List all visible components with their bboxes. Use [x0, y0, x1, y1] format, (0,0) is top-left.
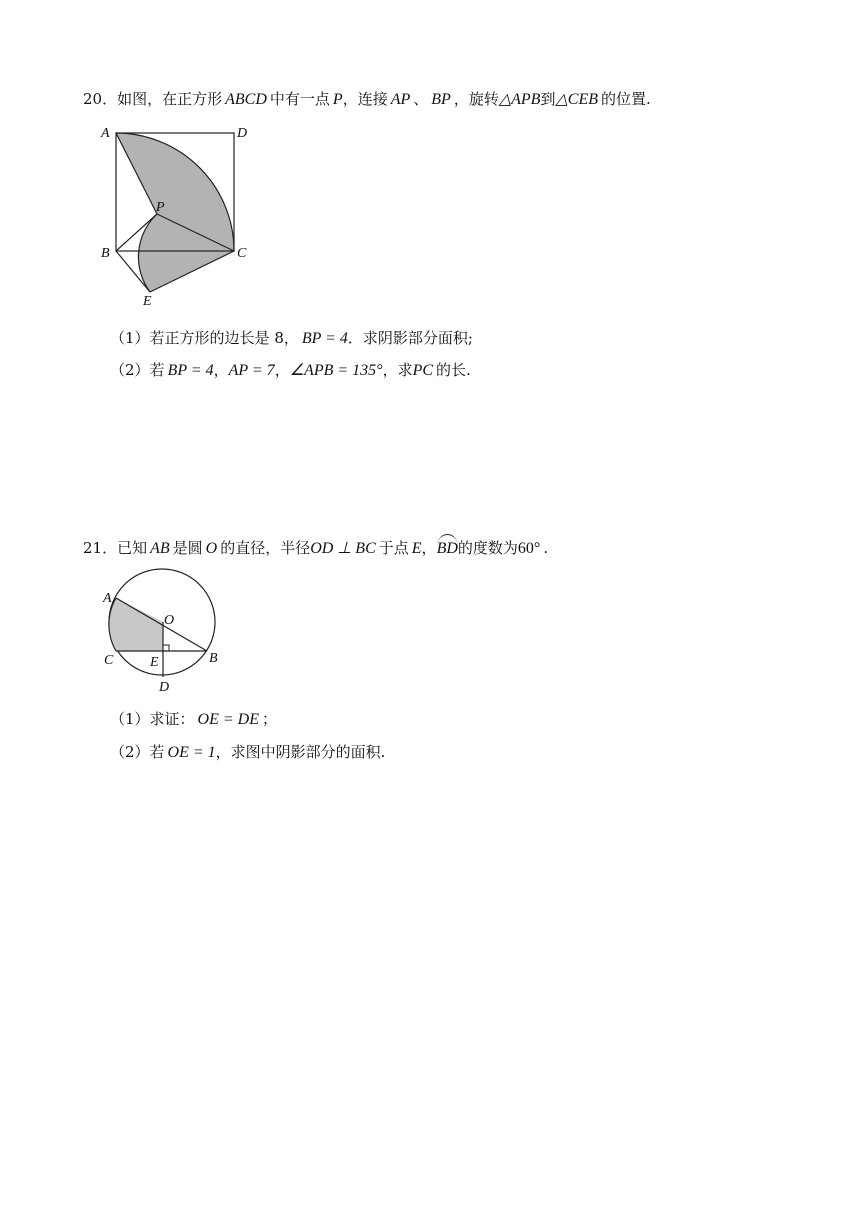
q21-right-angle-mark	[163, 645, 169, 651]
q20-triangle-ceb: △CEB	[555, 91, 598, 108]
q20-stem-text-1: 如图，在正方形	[117, 90, 223, 108]
q21-part2-suffix: ，求图中阴影部分的面积.	[215, 743, 386, 761]
q21-stem	[83, 534, 548, 559]
q20-label-c: C	[237, 246, 247, 261]
q21-perp-expr: OD ⊥ BC	[310, 540, 376, 557]
q20-part2-sep1: ，	[213, 361, 229, 379]
q21-part2	[110, 742, 385, 763]
q21-number: 21．	[83, 539, 118, 557]
q20-label-a: A	[101, 126, 110, 141]
q20-part1	[110, 328, 473, 349]
q20-triangle-apb: △APB	[498, 91, 541, 108]
q20-label-b: B	[101, 246, 110, 261]
q21-stem-text-5: ，	[421, 539, 437, 557]
q20-label-e: E	[143, 294, 152, 309]
q21-part1	[110, 709, 277, 730]
q20-part2-expr4: PC	[412, 362, 434, 379]
q20-part2-sep3: ，求	[382, 361, 413, 379]
q20-stem-text-4: 、	[413, 90, 429, 108]
q21-part1-expr: OE = DE	[197, 711, 259, 728]
q20-part2-expr1: BP = 4	[167, 362, 214, 379]
q21-stem-text-7: .	[543, 539, 549, 557]
q20-part2-expr3: ∠APB = 135°	[289, 362, 383, 379]
q21-stem-text-1: 已知	[117, 539, 148, 557]
q21-stem-text-2: 是圆	[172, 539, 203, 557]
q21-degree: 60°	[517, 540, 541, 557]
q20-part2-expr2: AP = 7	[228, 362, 275, 379]
q20-square-name: ABCD	[225, 91, 267, 108]
q20-stem-text-5: ，旋转	[453, 90, 499, 108]
q21-center-o: O	[205, 540, 218, 557]
q21-stem-text-3: 的直径，半径	[220, 539, 311, 557]
q21-segment-ab: AB	[150, 540, 170, 557]
q21-part1-prefix: （1）求证：	[110, 710, 195, 728]
q21-arc-bd: BD	[437, 534, 458, 559]
q21-stem-text-4: 于点	[378, 539, 409, 557]
q20-part2-prefix: （2）若	[110, 361, 165, 379]
q21-part2-prefix: （2）若	[110, 743, 165, 761]
q21-label-d: D	[159, 680, 170, 695]
q21-stem-text-6: 的度数为	[457, 539, 518, 557]
q20-stem-text-6: 到	[540, 90, 556, 108]
q20-stem-text-3: ，连接	[342, 90, 388, 108]
q20-point-p: P	[332, 91, 343, 108]
q21-label-b: B	[209, 651, 218, 666]
q20-part2	[110, 360, 471, 381]
q21-part1-suffix: ；	[262, 710, 278, 728]
q20-stem-text-7: 的位置.	[601, 90, 651, 108]
q20-part2-suffix: 的长.	[436, 361, 471, 379]
q20-label-d: D	[237, 126, 248, 141]
q21-label-o: O	[164, 613, 175, 628]
q20-label-p: P	[156, 200, 165, 215]
q20-part1-suffix: ．求阴影部分面积;	[347, 329, 473, 347]
q21-label-a: A	[103, 591, 112, 606]
q21-part2-expr: OE = 1	[167, 744, 216, 761]
q20-segment-ap: AP	[390, 91, 411, 108]
q21-label-c: C	[104, 653, 114, 668]
q20-part1-expr: BP = 4	[301, 330, 348, 347]
q21-point-e: E	[411, 540, 422, 557]
q20-part2-sep2: ，	[274, 361, 290, 379]
q20-shaded-region	[116, 133, 234, 292]
q21-shaded-region	[109, 598, 163, 651]
q20-part1-prefix: （1）若正方形的边长是 8，	[110, 329, 299, 347]
q20-stem-text-2: 中有一点	[269, 90, 330, 108]
q21-label-e: E	[150, 655, 159, 670]
q20-number: 20．	[83, 90, 118, 108]
q20-segment-bp: BP	[431, 91, 451, 108]
